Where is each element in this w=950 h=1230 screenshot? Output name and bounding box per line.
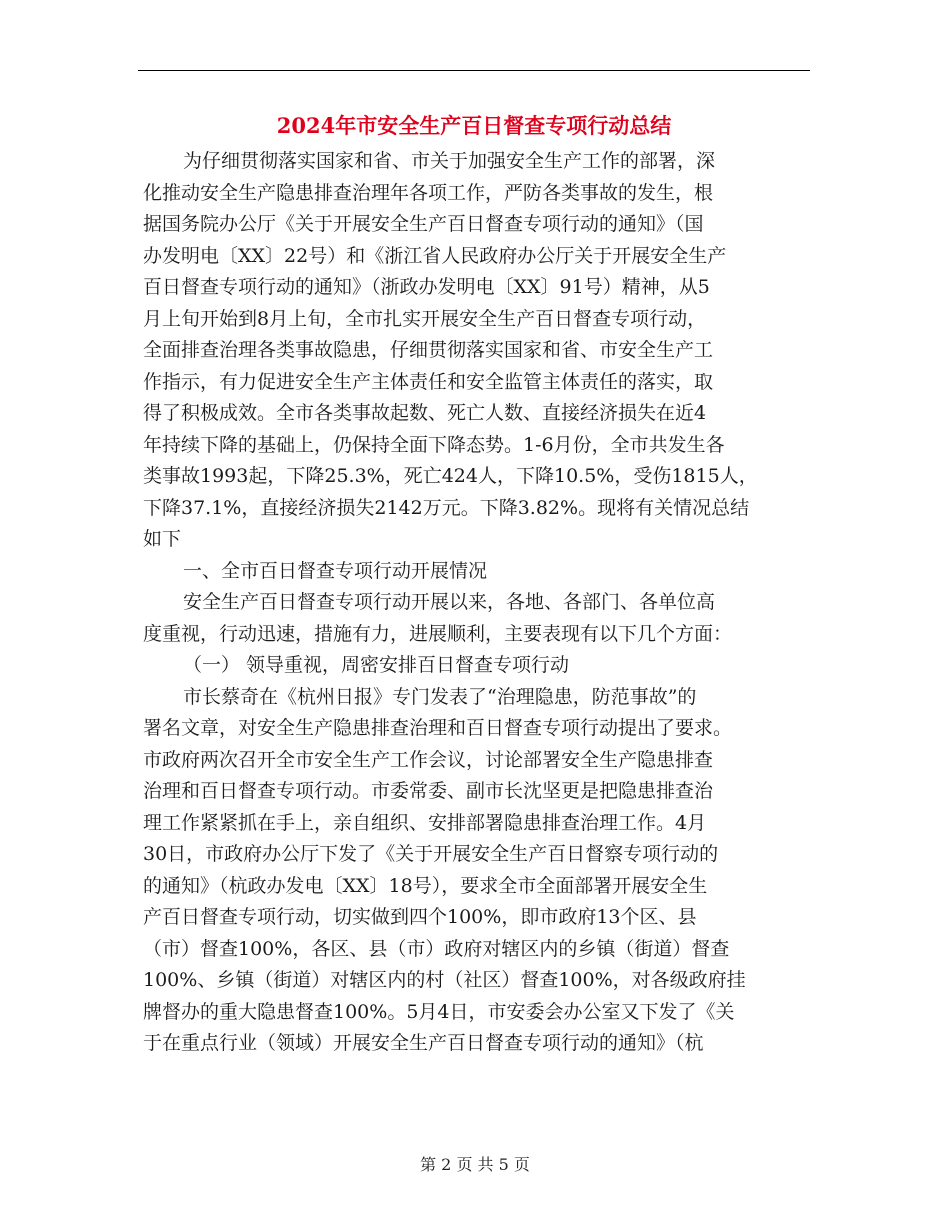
body-line: 全面排查治理各类事故隐患，仔细贯彻落实国家和省、市安全生产工 [143,339,714,361]
body-line: 治理和百日督查专项行动。市委常委、副市长沈坚更是把隐患排查治 [143,780,714,802]
body-line: 市政府两次召开全市安全生产工作会议，讨论部署安全生产隐患排查 [143,748,714,771]
body-line: 理工作紧紧抓在手上，亲自组织、安排部署隐患排查治理工作。4月 [143,811,707,834]
body-line: 30日，市政府办公厅下发了《关于开展安全生产百日督察专项行动的 [143,843,719,865]
body-line: 度重视，行动迅速，措施有力，进展顺利，主要表现有以下几个方面： [143,622,733,645]
page-number: 第 2 页 共 5 页 [420,1155,530,1174]
body-line: 安全生产百日督查专项行动开展以来，各地、各部门、各单位高 [183,591,716,613]
document-body [143,146,815,1060]
section-heading: 一、全市百日督查专项行动开展情况 [183,559,488,582]
body-line: 百日督查专项行动的通知》（浙政办发明电〔XX〕91号）精神，从5 [143,276,710,298]
body-line: 100%、乡镇（街道）对辖区内的村（社区）督查100%，对各级政府挂 [143,969,746,991]
body-line: 牌督办的重大隐患督查100%。5月4日，市安委会办公室又下发了《关 [143,1000,735,1023]
subsection-heading: （一） 领导重视，周密安排百日督查专项行动 [183,654,570,676]
body-line: 据国务院办公厅《关于开展安全生产百日督查专项行动的通知》（国 [143,213,704,235]
body-line: 年持续下降的基础上，仍保持全面下降态势。1-6月份，全市共发生各 [143,433,725,456]
body-line: 类事故1993起，下降25.3%，死亡424人，下降10.5%，受伤1815人， [143,465,758,487]
body-line: 如下 [143,528,182,550]
body-line: （市）督查100%，各区、县（市）政府对辖区内的乡镇（街道）督查 [143,937,730,960]
body-line: 为仔细贯彻落实国家和省、市关于加强安全生产工作的部署，深 [183,150,716,172]
body-line: 产百日督查专项行动，切实做到四个100%，即市政府13个区、县 [143,906,697,928]
document-title: 2024年市安全生产百日督查专项行动总结 [276,113,672,138]
body-line: 署名文章，对安全生产隐患排查治理和百日督查专项行动提出了要求。 [143,717,733,739]
body-line: 化推动安全生产隐患排查治理年各项工作，严防各类事故的发生，根 [143,181,714,204]
body-line: 的通知》（杭政办发电〔XX〕18号），要求全市全面部署开展安全生 [143,874,708,897]
body-line: 市长蔡奇在《杭州日报》专门发表了“治理隐患，防范事故”的 [183,685,697,708]
body-line: 下降37.1%，直接经济损失2142万元。下降3.82%。现将有关情况总结 [143,496,750,519]
body-line: 月上旬开始到8月上旬，全市扎实开展安全生产百日督查专项行动， [143,307,707,330]
body-line: 于在重点行业（领域）开展安全生产百日督查专项行动的通知》（杭 [143,1032,704,1054]
body-line: 得了积极成效。全市各类事故起数、死亡人数、直接经济损失在近4 [143,402,707,424]
header-rule [138,70,810,71]
body-line: 作指示，有力促进安全生产主体责任和安全监管主体责任的落实，取 [143,370,714,393]
body-line: 办发明电〔XX〕22号）和《浙江省人民政府办公厅关于开展安全生产 [143,244,727,267]
